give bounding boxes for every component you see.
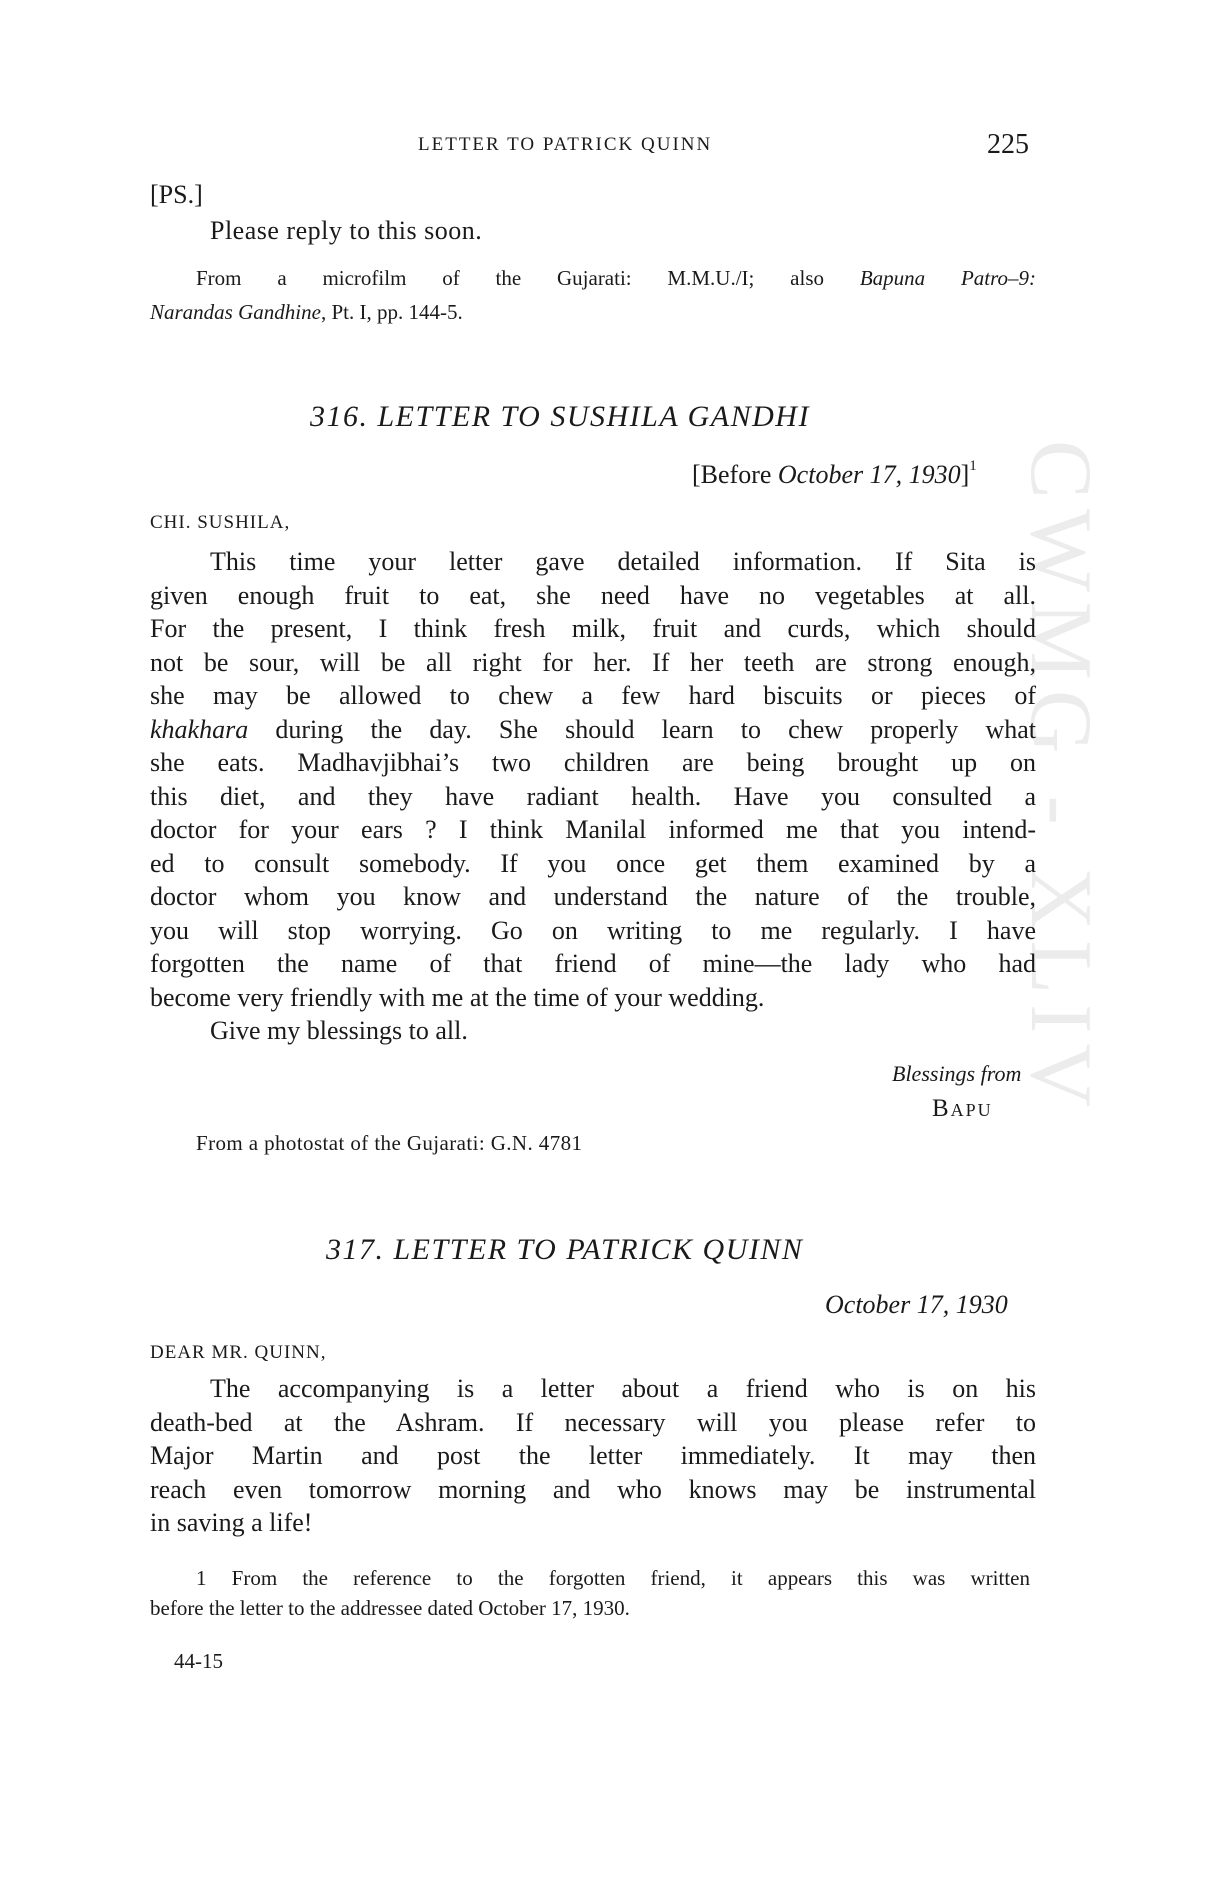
ps-source-line-2 <box>150 300 463 325</box>
footnote-text: From the reference to the forgotten friend, it appears this was written <box>206 1566 1030 1590</box>
letter-316-heading: 316. LETTER TO SUSHILA GANDHI <box>310 400 810 433</box>
paragraph-line: become very friendly with me at the time of your wedding. <box>150 983 765 1012</box>
khakhara-word: khakhara <box>150 715 249 744</box>
ps-source-title: Bapuna Patro–9: <box>859 266 1036 290</box>
paragraph-text: during the day. She should learn to chew properly what <box>275 715 1036 744</box>
watermark: CWMG - XLIV <box>1012 440 1109 1118</box>
paragraph-line: forgotten the name of that friend of mine—the lady who had <box>150 949 1036 978</box>
letter-316-closing: Blessings from <box>892 1061 1022 1086</box>
paragraph-line: not be sour, will be all right for her. If her teeth are strong enough, <box>150 648 1036 677</box>
footnote-line-1 <box>196 1566 1030 1591</box>
letter-316-source: From a photostat of the Gujarati: G.N. 4781 <box>196 1131 583 1155</box>
paragraph-line: For the present, I think fresh milk, fruit and curds, which should <box>150 614 1036 643</box>
footnote-ref: 1 <box>969 458 977 474</box>
paragraph-line: she eats. Madhavjibhai’s two children are being brought up on <box>150 748 1036 777</box>
paragraph-line: doctor whom you know and understand the nature of the trouble, <box>150 882 1036 911</box>
signature-mark: 44-15 <box>174 1649 223 1673</box>
paragraph-line: The accompanying is a letter about a friend who is on his <box>210 1374 1036 1403</box>
paragraph-line: this diet, and they have radiant health. Have you consulted a <box>150 782 1036 811</box>
paragraph-line: death-bed at the Ashram. If necessary will you please refer to <box>150 1408 1036 1437</box>
paragraph-line: given enough fruit to eat, she need have no vegetables at all. <box>150 581 1036 610</box>
ps-source-line-1 <box>196 266 1036 291</box>
ps-source-title-2: Narandas Gandhine <box>150 300 321 324</box>
ps-source-pages: , Pt. I, pp. 144-5. <box>320 300 463 324</box>
paragraph-line: in saving a life! <box>150 1508 313 1537</box>
paragraph-line: doctor for your ears ? I think Manilal informed me that you intend- <box>150 815 1036 844</box>
letter-316-salutation: CHI. SUSHILA, <box>150 512 291 533</box>
ps-source-text: From a microfilm of the Gujarati: M.M.U./I; also <box>196 266 860 290</box>
letter-317-date: October 17, 1930 <box>825 1290 1008 1319</box>
letter-317-salutation: DEAR MR. QUINN, <box>150 1342 327 1363</box>
paragraph-line: Major Martin and post the letter immediately. It may then <box>150 1441 1036 1470</box>
ps-line: Please reply to this soon. <box>210 216 483 245</box>
letter-316-signature: Bapu <box>932 1095 993 1122</box>
paragraph-line: Give my blessings to all. <box>210 1016 468 1045</box>
date-suffix: ] <box>960 460 970 489</box>
footnote-line-2: before the letter to the addressee dated October 17, 1930. <box>150 1596 630 1620</box>
paragraph-line: you will stop worrying. Go on writing to me regularly. I have <box>150 916 1036 945</box>
paragraph-line-khakhara <box>150 713 1036 747</box>
page-number: 225 <box>987 129 1029 160</box>
paragraph-line: she may be allowed to chew a few hard biscuits or pieces of <box>150 681 1036 710</box>
paragraph-line: reach even tomorrow morning and who knows may be instrumental <box>150 1475 1036 1504</box>
paragraph-line: ed to consult somebody. If you once get them examined by a <box>150 849 1036 878</box>
date-text: October 17, 1930 <box>777 460 961 489</box>
letter-317-heading: 317. LETTER TO PATRICK QUINN <box>326 1233 804 1266</box>
footnote-marker: 1 <box>196 1566 207 1590</box>
ps-label: [PS.] <box>150 180 203 209</box>
paragraph-line: This time your letter gave detailed information. If Sita is <box>210 547 1036 576</box>
date-prefix: [Before <box>692 460 778 489</box>
running-title: LETTER TO PATRICK QUINN <box>418 134 713 155</box>
letter-316-date <box>692 460 977 490</box>
